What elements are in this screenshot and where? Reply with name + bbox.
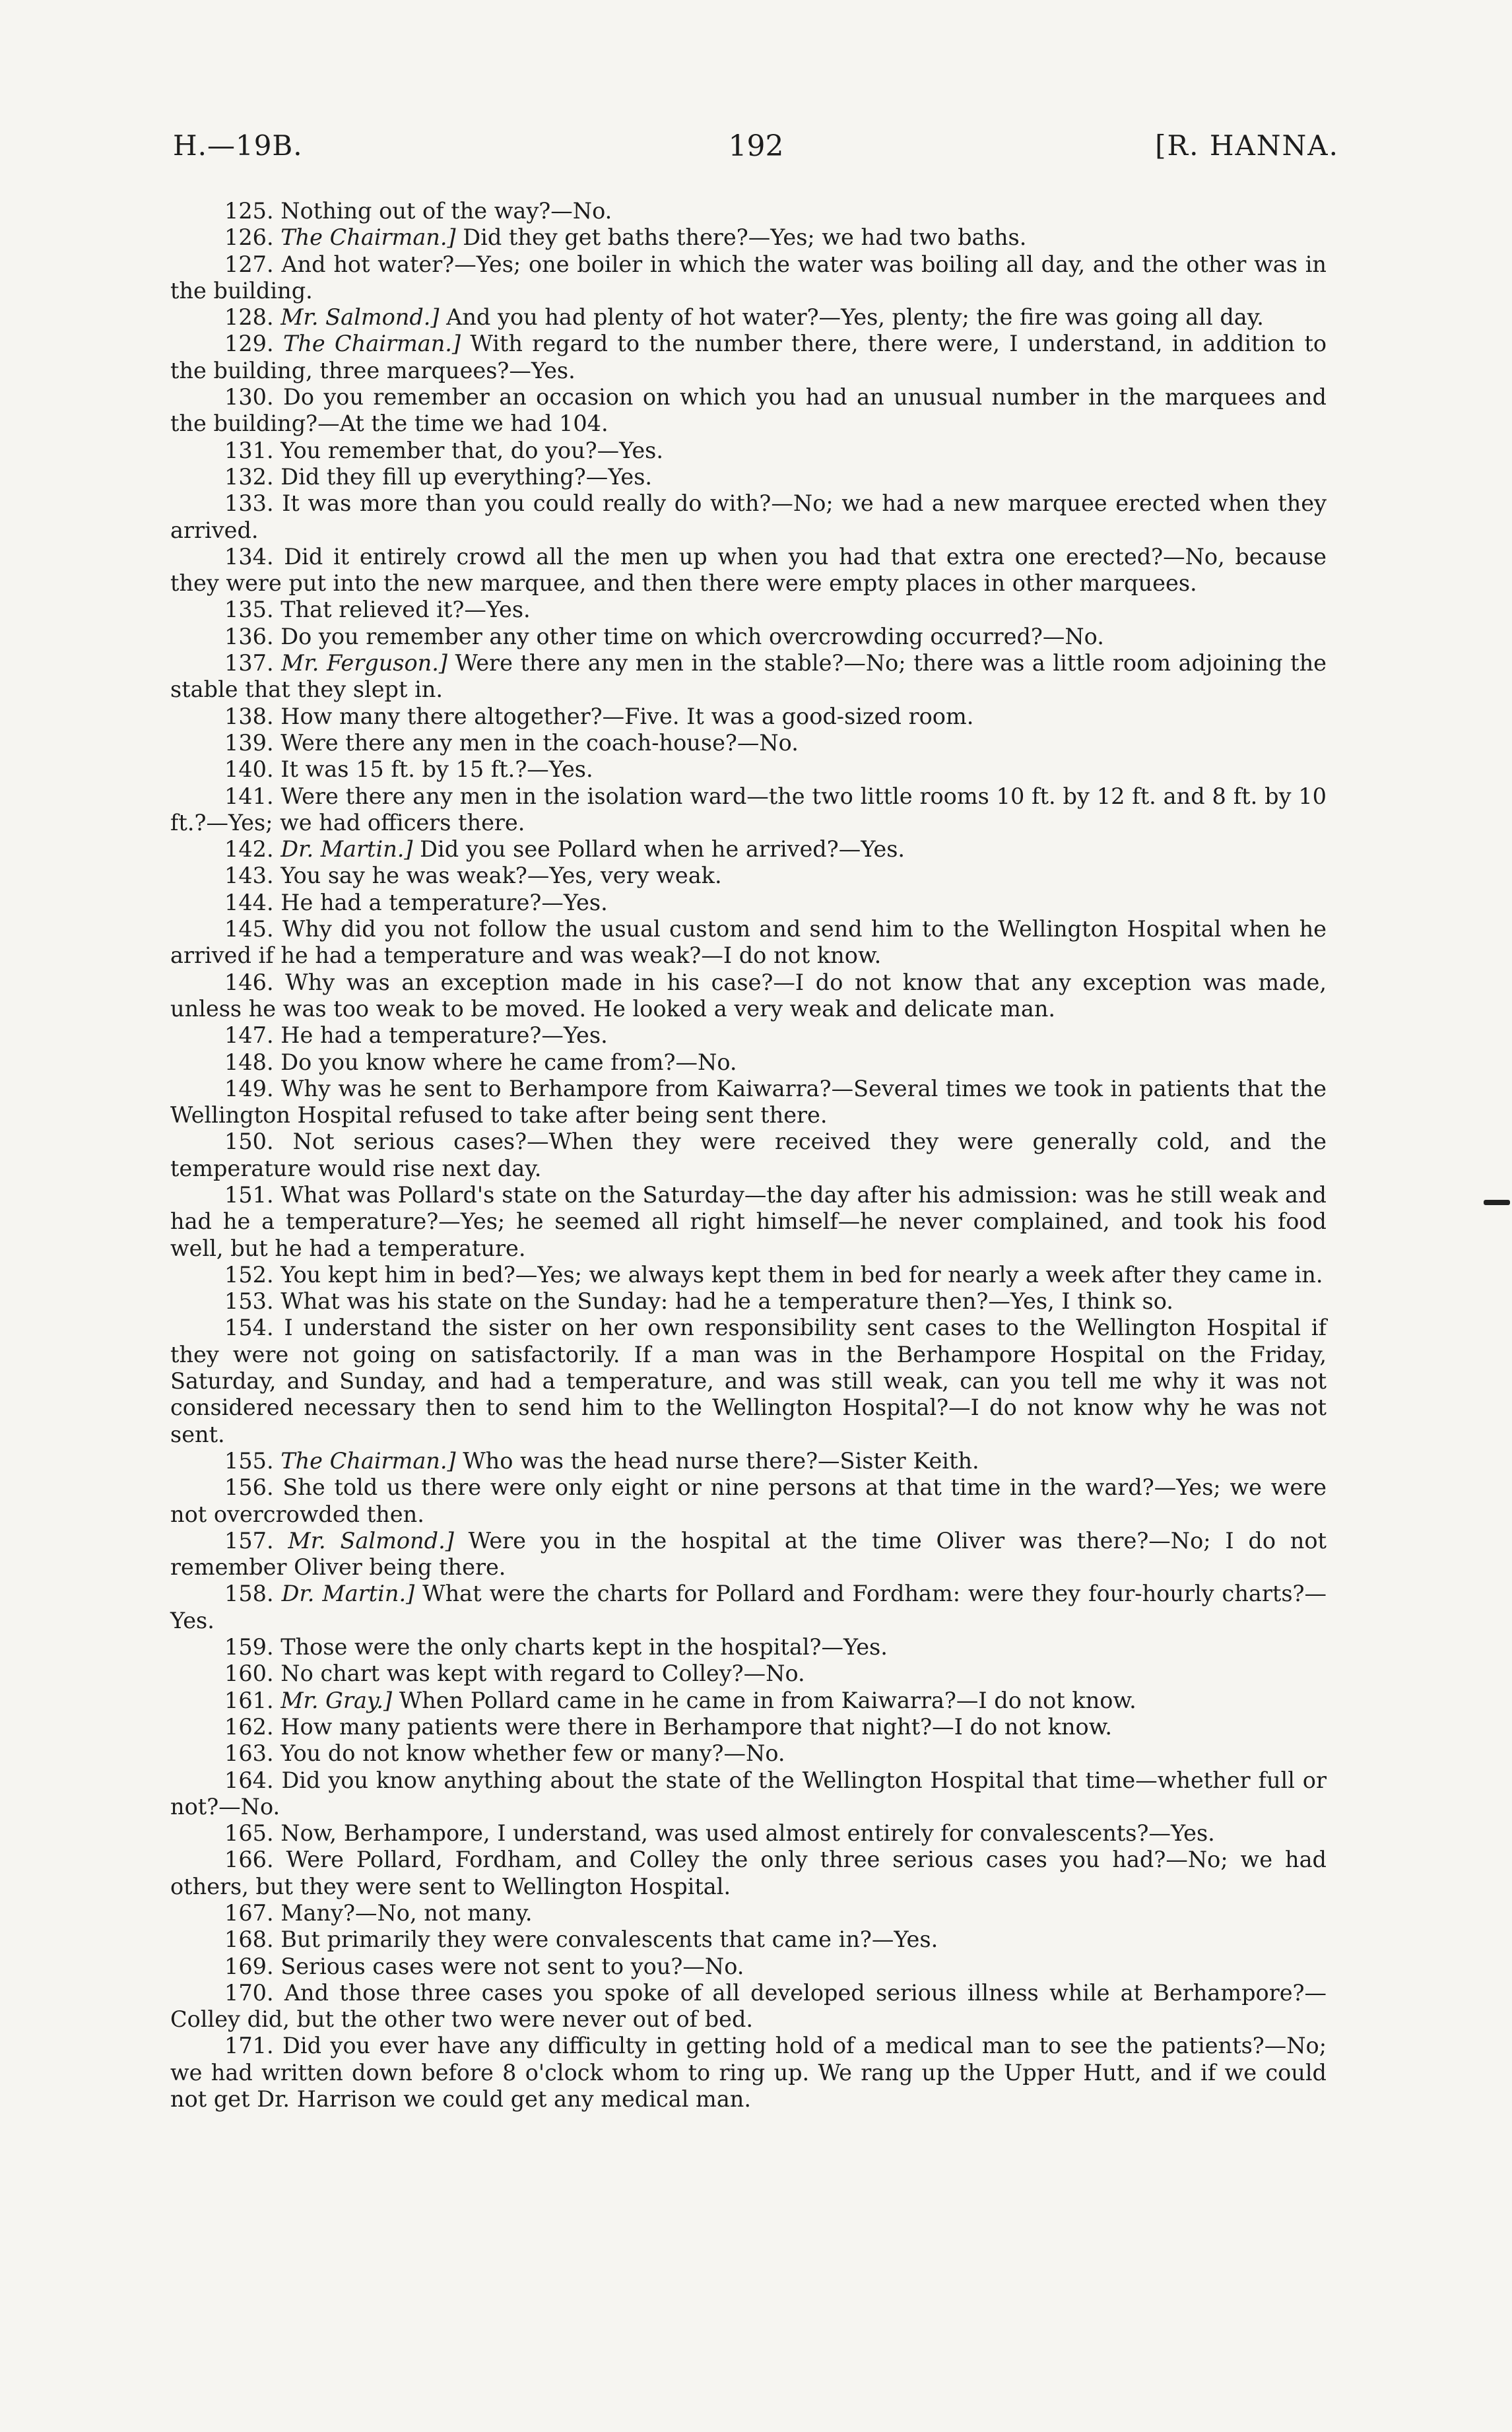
speaker-name: The Chairman.]	[280, 224, 456, 251]
question-paragraph	[170, 1049, 1327, 1076]
question-text: You do not know whether few or many?—No.	[280, 1740, 785, 1767]
speaker-name: Dr. Martin.]	[280, 836, 413, 863]
question-text: Were you in the hospital at the time Oliver was there?—No; I do not remember Oliver being there.	[170, 1527, 1327, 1581]
question-paragraph	[170, 1714, 1327, 1740]
question-number: 130.	[224, 384, 274, 411]
question-text: Did you know anything about the state of the Wellington Hospital that time—whether full or not?—No.	[170, 1767, 1327, 1820]
question-text: Those were the only charts kept in the hospital?—Yes.	[280, 1634, 888, 1660]
question-text: Did you see Pollard when he arrived?—Yes.	[420, 836, 905, 863]
question-number: 152.	[224, 1261, 274, 1288]
question-paragraph	[170, 2033, 1327, 2113]
question-paragraph	[170, 1182, 1327, 1262]
question-paragraph	[170, 1740, 1327, 1767]
question-number: 171.	[224, 2033, 274, 2059]
question-text: Now, Berhampore, I understand, was used almost entirely for convalescents?—Yes.	[280, 1820, 1215, 1847]
question-text: No chart was kept with regard to Colley?—No.	[280, 1660, 805, 1687]
question-text: How many there altogether?—Five. It was a good-sized room.	[280, 703, 974, 729]
speaker-name: The Chairman.]	[282, 331, 461, 357]
question-paragraph	[170, 1820, 1327, 1847]
question-paragraph	[170, 1022, 1327, 1049]
question-paragraph	[170, 490, 1327, 544]
question-paragraph	[170, 198, 1327, 224]
question-paragraph	[170, 438, 1327, 464]
question-text: What was Pollard's state on the Saturday—the day after his admission: was he still weak and had he a temperature?—Yes; he seemed all right himself—he never complained, and took his food well, but he had a temperature.	[170, 1181, 1327, 1261]
question-number: 159.	[224, 1634, 274, 1660]
question-text: Were there any men in the coach-house?—No.	[280, 729, 799, 756]
document-code: H.—19B.	[173, 129, 303, 162]
question-paragraph	[170, 863, 1327, 889]
question-number: 125.	[224, 198, 274, 224]
question-paragraph	[170, 1288, 1327, 1315]
question-paragraph	[170, 783, 1327, 837]
question-paragraph	[170, 384, 1327, 438]
question-text: Why was an exception made in his case?—I do not know that any exception was made, unless he was too weak to be moved. He looked a very weak and delicate man.	[170, 969, 1327, 1022]
question-number: 136.	[224, 623, 274, 649]
question-paragraph	[170, 1448, 1327, 1474]
question-number: 128.	[224, 304, 274, 331]
question-text: He had a temperature?—Yes.	[280, 889, 608, 915]
question-number: 162.	[224, 1713, 274, 1740]
question-text: He had a temperature?—Yes.	[280, 1022, 608, 1049]
question-number: 131.	[224, 437, 274, 463]
question-number: 132.	[224, 463, 274, 490]
question-paragraph	[170, 251, 1327, 305]
question-text: Many?—No, not many.	[280, 1900, 533, 1926]
question-text: What were the charts for Pollard and Fordham: were they four-hourly charts?—Yes.	[170, 1581, 1327, 1633]
question-text: I understand the sister on her own responsibility sent cases to the Wellington Hospital if they were not going on satisfactorily. If a man was in the Berhampore Hospital on the Friday, Saturday, and Sunday, and had a temperature, and was still weak, can you tell me why it was not considered necessary then to send him to the Wellington Hospital?—I do not know why he was not sent.	[170, 1315, 1327, 1447]
question-text: Not serious cases?—When they were received they were generally cold, and the temperature would rise next day.	[170, 1129, 1327, 1181]
question-text: It was 15 ft. by 15 ft.?—Yes.	[280, 756, 593, 783]
speaker-name: Mr. Salmond.]	[288, 1527, 454, 1554]
page-header	[0, 129, 1512, 176]
question-number: 138.	[224, 703, 274, 729]
question-paragraph	[170, 304, 1327, 331]
question-text: Do you remember any other time on which overcrowding occurred?—No.	[280, 623, 1104, 649]
question-paragraph	[170, 730, 1327, 756]
question-text: And hot water?—Yes; one boiler in which the water was boiling all day, and the other was in the building.	[170, 251, 1327, 304]
question-number: 150.	[224, 1129, 274, 1155]
question-paragraph	[170, 224, 1327, 251]
question-number: 169.	[224, 1953, 274, 1979]
question-number: 140.	[224, 756, 274, 783]
question-paragraph	[170, 1315, 1327, 1447]
question-number: 133.	[224, 490, 274, 517]
speaker-name: The Chairman.]	[280, 1447, 456, 1474]
question-text: You kept him in bed?—Yes; we always kept them in bed for nearly a week after they came in.	[280, 1261, 1323, 1288]
question-text: Do you know where he came from?—No.	[280, 1049, 737, 1075]
testimony-body	[170, 198, 1327, 2113]
question-text: Nothing out of the way?—No.	[280, 198, 612, 224]
question-paragraph	[170, 890, 1327, 916]
question-number: 126.	[224, 224, 274, 251]
question-number: 157.	[224, 1527, 274, 1554]
question-paragraph	[170, 1980, 1327, 2033]
question-text: Did they fill up everything?—Yes.	[280, 463, 653, 490]
question-paragraph	[170, 1688, 1327, 1714]
question-paragraph	[170, 1528, 1327, 1581]
question-text: Were Pollard, Fordham, and Colley the only three serious cases you had?—No; we had others, but they were sent to Wellington Hospital.	[170, 1847, 1327, 1899]
question-number: 142.	[224, 836, 274, 863]
question-text: She told us there were only eight or nine persons at that time in the ward?—Yes; we were not overcrowded then.	[170, 1474, 1327, 1527]
question-text: And you had plenty of hot water?—Yes, plenty; the fire was going all day.	[446, 304, 1264, 331]
question-text: Do you remember an occasion on which you had an unusual number in the marquees and the building?—At the time we had 104.	[170, 384, 1327, 437]
question-number: 164.	[224, 1767, 274, 1793]
question-paragraph	[170, 704, 1327, 730]
question-paragraph	[170, 1900, 1327, 1926]
question-text: Why was he sent to Berhampore from Kaiwarra?—Several times we took in patients that the Wellington Hospital refused to take after being sent there.	[170, 1075, 1327, 1129]
question-paragraph	[170, 650, 1327, 704]
question-text: With regard to the number there, there were, I understand, in addition to the building, three marquees?—Yes.	[170, 331, 1327, 383]
question-number: 134.	[224, 543, 274, 570]
question-text: Did you ever have any difficulty in getting hold of a medical man to see the patients?—No; we had written down before 8 o'clock whom to ring up. We rang up the Upper Hutt, and if we could not get Dr. Harrison we could get any medical man.	[170, 2033, 1327, 2113]
witness-name: [R. HANNA.	[1155, 129, 1339, 162]
question-text: Were there any men in the stable?—No; there was a little room adjoining the stable that they slept in.	[170, 650, 1327, 703]
question-number: 127.	[224, 251, 274, 277]
question-text: You say he was weak?—Yes, very weak.	[280, 863, 722, 889]
question-text: What was his state on the Sunday: had he a temperature then?—Yes, I think so.	[280, 1288, 1173, 1315]
question-number: 166.	[224, 1847, 274, 1873]
question-paragraph	[170, 1926, 1327, 1953]
question-paragraph	[170, 464, 1327, 490]
question-text: Did it entirely crowd all the men up when you had that extra one erected?—No, because they were put into the new marquee, and then there were empty places in other marquees.	[170, 543, 1327, 597]
question-number: 153.	[224, 1288, 274, 1315]
question-number: 146.	[224, 969, 274, 995]
page-number: 192	[728, 129, 784, 163]
question-paragraph	[170, 1129, 1327, 1182]
question-text: But primarily they were convalescents that came in?—Yes.	[280, 1926, 938, 1953]
question-paragraph	[170, 1474, 1327, 1528]
question-text: That relieved it?—Yes.	[280, 597, 531, 623]
question-text: And those three cases you spoke of all developed serious illness while at Berhampore?—Colley did, but the other two were never out of bed.	[170, 1979, 1327, 2033]
question-text: You remember that, do you?—Yes.	[280, 437, 664, 463]
question-paragraph	[170, 624, 1327, 650]
question-text: Serious cases were not sent to you?—No.	[280, 1953, 744, 1979]
question-paragraph	[170, 331, 1327, 384]
question-text: Who was the head nurse there?—Sister Keith.	[463, 1447, 979, 1474]
question-paragraph	[170, 1076, 1327, 1129]
question-paragraph	[170, 970, 1327, 1023]
question-text: Why did you not follow the usual custom and send him to the Wellington Hospital when he arrived if he had a temperature and was weak?—I do not know.	[170, 916, 1327, 969]
question-paragraph	[170, 1954, 1327, 1980]
question-paragraph	[170, 1660, 1327, 1687]
question-text: Were there any men in the isolation ward—the two little rooms 10 ft. by 12 ft. and 8 ft. by 10 ft.?—Yes; we had officers there.	[170, 783, 1327, 836]
question-number: 170.	[224, 1979, 274, 2006]
question-number: 163.	[224, 1740, 274, 1767]
speaker-name: Mr. Salmond.]	[280, 304, 440, 331]
question-number: 139.	[224, 729, 274, 756]
speaker-name: Mr. Gray.]	[280, 1687, 393, 1713]
question-number: 151.	[224, 1181, 274, 1208]
speaker-name: Mr. Ferguson.]	[281, 650, 447, 676]
question-number: 129.	[224, 331, 274, 357]
question-text: It was more than you could really do with?—No; we had a new marquee erected when they arrived.	[170, 490, 1327, 543]
question-number: 155.	[224, 1447, 274, 1474]
question-text: How many patients were there in Berhampore that night?—I do not know.	[280, 1713, 1113, 1740]
question-number: 161.	[224, 1687, 274, 1713]
question-number: 168.	[224, 1926, 274, 1953]
question-paragraph	[170, 1262, 1327, 1288]
question-number: 167.	[224, 1900, 274, 1926]
question-number: 147.	[224, 1022, 274, 1049]
question-number: 165.	[224, 1820, 274, 1847]
margin-mark	[1484, 1200, 1510, 1205]
question-paragraph	[170, 1634, 1327, 1660]
question-number: 137.	[224, 650, 274, 676]
question-number: 158.	[224, 1581, 274, 1607]
question-number: 144.	[224, 889, 274, 915]
question-paragraph	[170, 1581, 1327, 1634]
question-number: 156.	[224, 1474, 274, 1501]
question-paragraph	[170, 597, 1327, 623]
question-paragraph	[170, 1847, 1327, 1900]
question-text: Did they get baths there?—Yes; we had two baths.	[463, 224, 1027, 251]
speaker-name: Dr. Martin.]	[281, 1581, 415, 1607]
question-number: 141.	[224, 783, 274, 809]
question-number: 135.	[224, 597, 274, 623]
question-number: 143.	[224, 863, 274, 889]
question-paragraph	[170, 756, 1327, 783]
question-text: When Pollard came in he came in from Kaiwarra?—I do not know.	[399, 1687, 1136, 1713]
question-number: 148.	[224, 1049, 274, 1075]
question-paragraph	[170, 544, 1327, 597]
question-paragraph	[170, 1767, 1327, 1821]
question-paragraph	[170, 836, 1327, 863]
question-number: 145.	[224, 916, 274, 942]
question-number: 149.	[224, 1075, 274, 1101]
question-number: 154.	[224, 1315, 274, 1341]
question-paragraph	[170, 916, 1327, 970]
question-number: 160.	[224, 1660, 274, 1687]
